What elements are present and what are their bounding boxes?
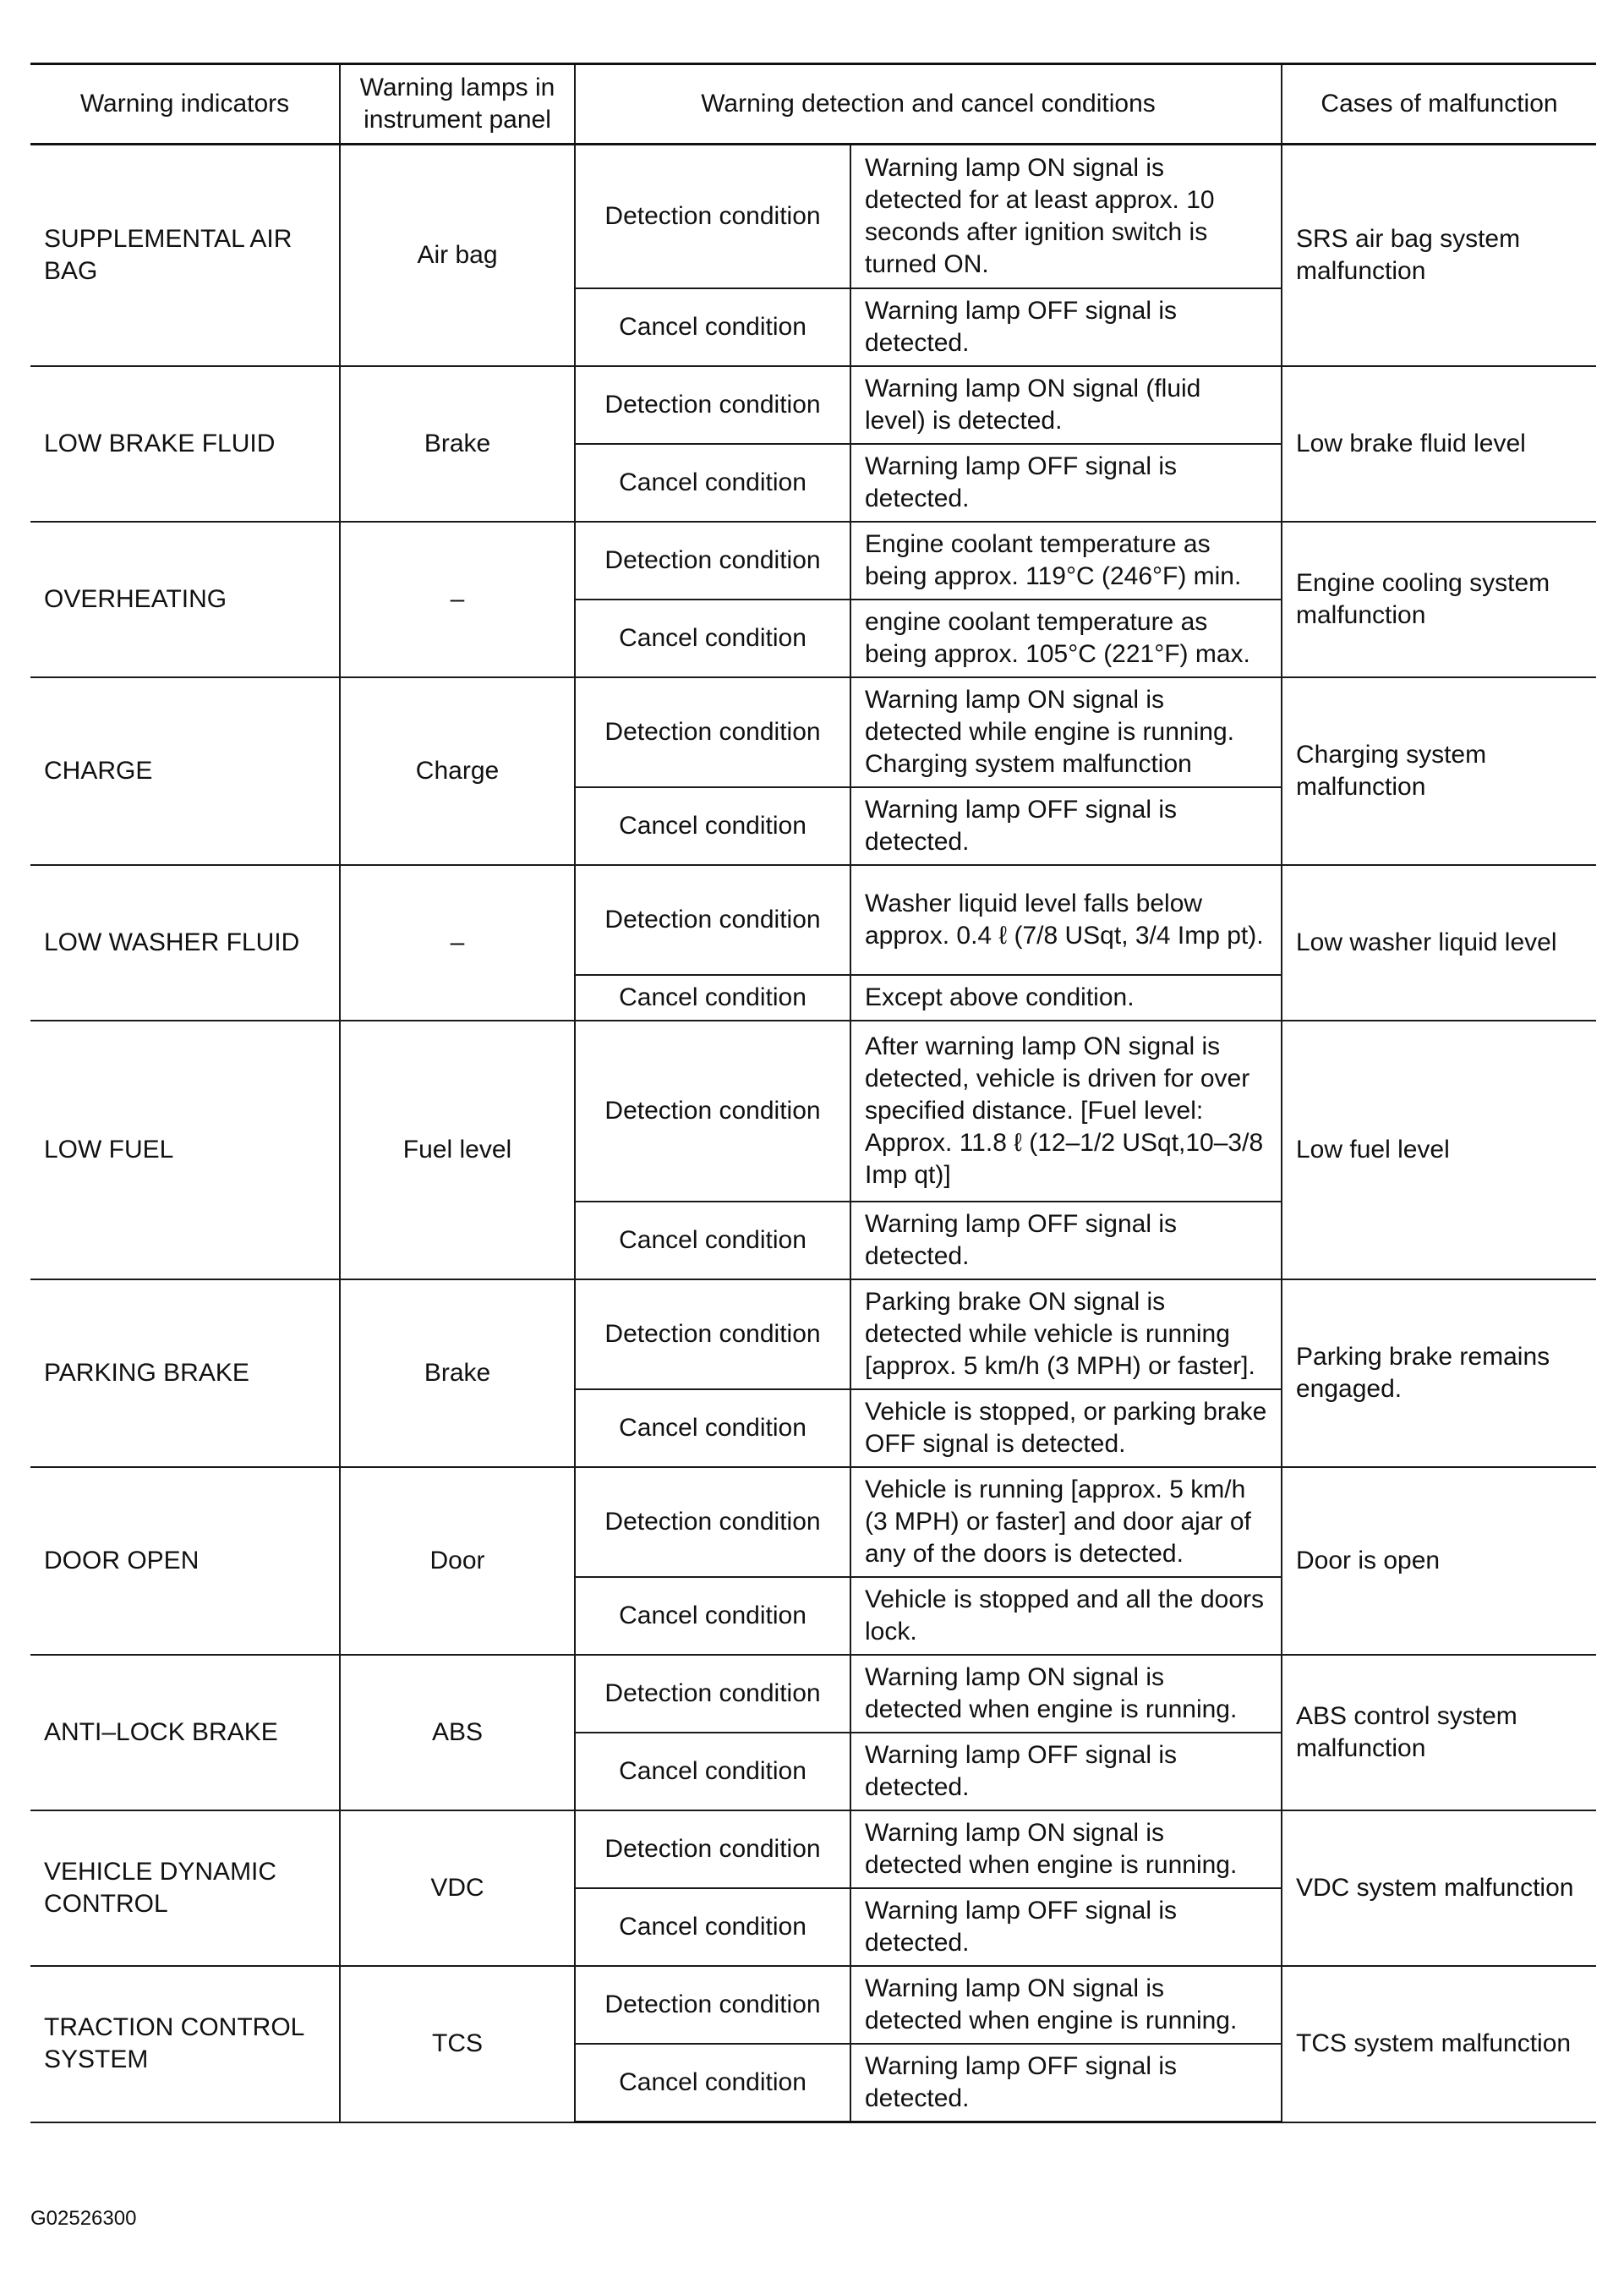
indicator-name: TRACTION CONTROL SYSTEM bbox=[30, 1966, 340, 2122]
detection-label: Detection condition bbox=[575, 522, 850, 600]
cancel-text: Warning lamp OFF signal is detected. bbox=[850, 787, 1282, 865]
lamp-name: Fuel level bbox=[340, 1021, 575, 1279]
cancel-label: Cancel condition bbox=[575, 1888, 850, 1966]
cancel-text: Warning lamp OFF signal is detected. bbox=[850, 2044, 1282, 2122]
detection-label: Detection condition bbox=[575, 1810, 850, 1888]
detection-text: Warning lamp ON signal is detected for at least approx. 10 seconds after ignition switch is turned ON. bbox=[850, 145, 1282, 289]
table-row-detection bbox=[30, 1467, 1596, 1577]
cancel-text: Warning lamp OFF signal is detected. bbox=[850, 1733, 1282, 1810]
detection-label: Detection condition bbox=[575, 145, 850, 289]
table-row-detection bbox=[30, 1021, 1596, 1202]
indicator-name: OVERHEATING bbox=[30, 522, 340, 677]
detection-label: Detection condition bbox=[575, 1021, 850, 1202]
cancel-label: Cancel condition bbox=[575, 1577, 850, 1655]
cancel-text: Warning lamp OFF signal is detected. bbox=[850, 1202, 1282, 1279]
table-row-detection bbox=[30, 865, 1596, 975]
table-body bbox=[30, 145, 1596, 2122]
table-row-detection bbox=[30, 1810, 1596, 1888]
header-warning-lamps: Warning lamps in instrument panel bbox=[340, 64, 575, 145]
cancel-label: Cancel condition bbox=[575, 1733, 850, 1810]
malfunction-text: ABS control system malfunction bbox=[1282, 1655, 1596, 1810]
table-row-detection bbox=[30, 1966, 1596, 2044]
cancel-text: Vehicle is stopped and all the doors lock. bbox=[850, 1577, 1282, 1655]
table-row-detection bbox=[30, 1279, 1596, 1389]
detection-text: Warning lamp ON signal is detected when engine is running. bbox=[850, 1655, 1282, 1733]
table-row-detection bbox=[30, 677, 1596, 787]
indicator-name: LOW WASHER FLUID bbox=[30, 865, 340, 1021]
cancel-text: engine coolant temperature as being approx. 105°C (221°F) max. bbox=[850, 600, 1282, 677]
header-warning-indicators: Warning indicators bbox=[30, 64, 340, 145]
lamp-name: Charge bbox=[340, 677, 575, 865]
detection-label: Detection condition bbox=[575, 1279, 850, 1389]
detection-label: Detection condition bbox=[575, 865, 850, 975]
malfunction-text: Low washer liquid level bbox=[1282, 865, 1596, 1021]
lamp-name: Brake bbox=[340, 1279, 575, 1467]
cancel-label: Cancel condition bbox=[575, 1202, 850, 1279]
lamp-name: – bbox=[340, 865, 575, 1021]
lamp-name: Door bbox=[340, 1467, 575, 1655]
detection-text: Engine coolant temperature as being approx. 119°C (246°F) min. bbox=[850, 522, 1282, 600]
malfunction-text: VDC system malfunction bbox=[1282, 1810, 1596, 1966]
detection-text: Warning lamp ON signal is detected when engine is running. bbox=[850, 1810, 1282, 1888]
cancel-label: Cancel condition bbox=[575, 2044, 850, 2122]
detection-label: Detection condition bbox=[575, 1966, 850, 2044]
lamp-name: Air bag bbox=[340, 145, 575, 367]
detection-text: After warning lamp ON signal is detected, vehicle is driven for over specified distance. [Fuel level: Approx. 11.8 ℓ (12–1/2 USqt,10–3/8 Imp qt)] bbox=[850, 1021, 1282, 1202]
detection-text: Warning lamp ON signal is detected while engine is running. Charging system malfunction bbox=[850, 677, 1282, 787]
indicator-name: LOW FUEL bbox=[30, 1021, 340, 1279]
indicator-name: LOW BRAKE FLUID bbox=[30, 366, 340, 522]
table-row-detection bbox=[30, 1655, 1596, 1733]
warning-indicator-table-container bbox=[30, 63, 1596, 2123]
malfunction-text: Low brake fluid level bbox=[1282, 366, 1596, 522]
malfunction-text: Low fuel level bbox=[1282, 1021, 1596, 1279]
detection-label: Detection condition bbox=[575, 1655, 850, 1733]
cancel-text: Warning lamp OFF signal is detected. bbox=[850, 288, 1282, 366]
indicator-name: VEHICLE DYNAMIC CONTROL bbox=[30, 1810, 340, 1966]
table-row-detection bbox=[30, 145, 1596, 289]
cancel-label: Cancel condition bbox=[575, 787, 850, 865]
table-header-row bbox=[30, 64, 1596, 145]
lamp-name: Brake bbox=[340, 366, 575, 522]
cancel-text: Warning lamp OFF signal is detected. bbox=[850, 444, 1282, 522]
detection-text: Washer liquid level falls below approx. 0.4 ℓ (7/8 USqt, 3/4 Imp pt). bbox=[850, 865, 1282, 975]
lamp-name: VDC bbox=[340, 1810, 575, 1966]
cancel-label: Cancel condition bbox=[575, 1389, 850, 1467]
cancel-label: Cancel condition bbox=[575, 288, 850, 366]
lamp-name: ABS bbox=[340, 1655, 575, 1810]
detection-text: Warning lamp ON signal is detected when engine is running. bbox=[850, 1966, 1282, 2044]
malfunction-text: Engine cooling system malfunction bbox=[1282, 522, 1596, 677]
header-conditions: Warning detection and cancel conditions bbox=[575, 64, 1282, 145]
detection-label: Detection condition bbox=[575, 677, 850, 787]
indicator-name: ANTI–LOCK BRAKE bbox=[30, 1655, 340, 1810]
cancel-label: Cancel condition bbox=[575, 600, 850, 677]
lamp-name: TCS bbox=[340, 1966, 575, 2122]
indicator-name: DOOR OPEN bbox=[30, 1467, 340, 1655]
figure-code: G02526300 bbox=[30, 2207, 137, 2230]
lamp-name: – bbox=[340, 522, 575, 677]
header-cases-of-malfunction: Cases of malfunction bbox=[1282, 64, 1596, 145]
malfunction-text: TCS system malfunction bbox=[1282, 1966, 1596, 2122]
indicator-name: CHARGE bbox=[30, 677, 340, 865]
indicator-name: SUPPLEMENTAL AIR BAG bbox=[30, 145, 340, 367]
table-row-detection bbox=[30, 366, 1596, 444]
cancel-label: Cancel condition bbox=[575, 975, 850, 1021]
cancel-text: Except above condition. bbox=[850, 975, 1282, 1021]
detection-label: Detection condition bbox=[575, 1467, 850, 1577]
detection-label: Detection condition bbox=[575, 366, 850, 444]
warning-indicator-table bbox=[30, 63, 1596, 2123]
cancel-text: Warning lamp OFF signal is detected. bbox=[850, 1888, 1282, 1966]
detection-text: Vehicle is running [approx. 5 km/h (3 MPH) or faster] and door ajar of any of the doors is detected. bbox=[850, 1467, 1282, 1577]
detection-text: Parking brake ON signal is detected while vehicle is running [approx. 5 km/h (3 MPH) or faster]. bbox=[850, 1279, 1282, 1389]
cancel-label: Cancel condition bbox=[575, 444, 850, 522]
table-row-detection bbox=[30, 522, 1596, 600]
cancel-text: Vehicle is stopped, or parking brake OFF signal is detected. bbox=[850, 1389, 1282, 1467]
indicator-name: PARKING BRAKE bbox=[30, 1279, 340, 1467]
detection-text: Warning lamp ON signal (fluid level) is detected. bbox=[850, 366, 1282, 444]
malfunction-text: SRS air bag system malfunction bbox=[1282, 145, 1596, 367]
malfunction-text: Parking brake remains engaged. bbox=[1282, 1279, 1596, 1467]
malfunction-text: Charging system malfunction bbox=[1282, 677, 1596, 865]
malfunction-text: Door is open bbox=[1282, 1467, 1596, 1655]
